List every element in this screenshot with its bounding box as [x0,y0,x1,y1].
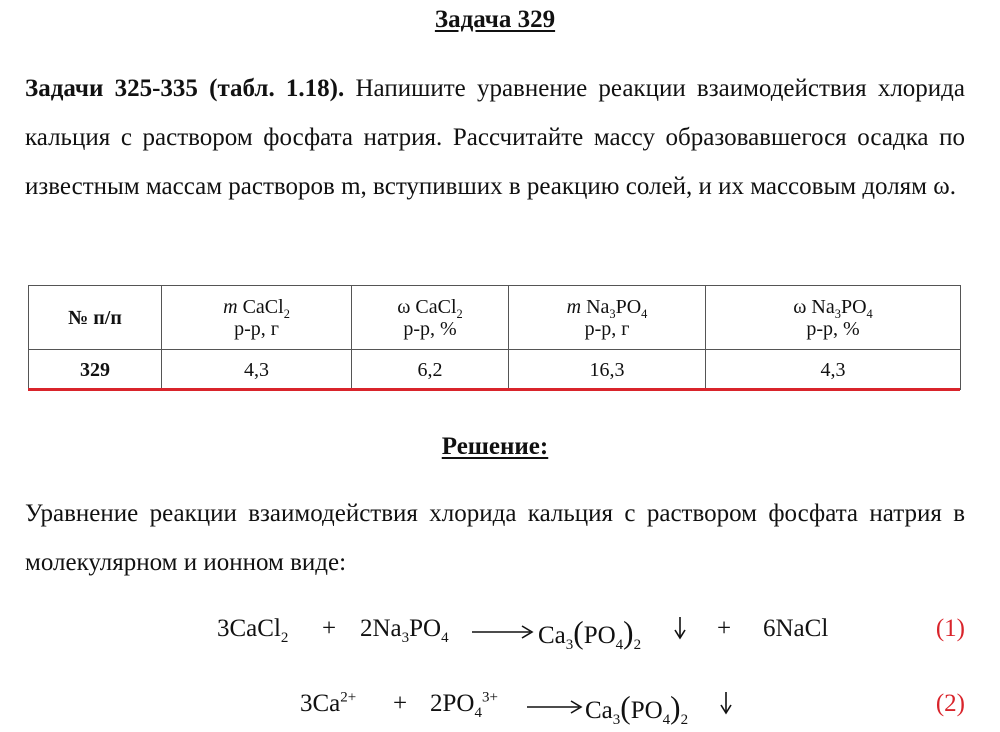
cell-m-cacl2: 4,3 [162,350,352,390]
data-table [28,285,961,390]
cell-w-cacl2: 6,2 [352,350,509,390]
precipitate-arrow-icon [718,690,734,716]
equation-1 [0,607,1000,657]
eq1-plus-2: + [717,615,732,642]
solution-title: Решение: [441,433,549,460]
solution-text: Уравнение реакции взаимодействия хлорида кальция с раствором фосфата натрия в молекулярном и ионном виде: [25,500,965,576]
equation-2-number: (2) [935,690,965,717]
table-row [29,350,961,390]
table-header-row [29,286,961,350]
cell-row-number: 329 [29,350,162,390]
precipitate-arrow-icon [672,615,688,641]
reaction-arrow-icon [525,696,585,716]
eq2-product-ca3po42: $Ca_3(PO_4)_2$ [585,690,689,728]
equation-2 [0,682,1000,732]
task-bold-prefix: Задачи 325-335 (табл. 1.18). [25,75,345,102]
eq1-reactant-na3po4: $2Na_3PO_4$ [360,615,449,646]
eq1-product-nacl: 6NaCl [763,615,829,642]
eq1-reactant-cacl2: 3CaCl$_2$ [217,615,289,646]
header-m-cacl2: m CaCl$_2$ р-р, г [162,286,352,350]
header-w-na3po4: ω $Na_3PO_4$ р-р, % [706,286,961,350]
header-m-na3po4: m $Na_3PO_4$ р-р, г [509,286,706,350]
reaction-arrow-icon [470,621,536,641]
cell-m-na3po4: 16,3 [509,350,706,390]
task-statement [25,64,965,211]
table-bottom-rule [28,388,960,391]
header-w-cacl2: ω CaCl$_2$ р-р, % [352,286,509,350]
eq2-plus-1: + [393,690,408,717]
cell-w-na3po4: 4,3 [706,350,961,390]
eq1-plus-1: + [322,615,337,642]
equation-1-number: (1) [935,615,965,642]
header-row-number: № п/п [29,286,162,350]
eq2-reactant-ca-ion: $3Ca^{2+}$ [300,689,357,717]
eq1-product-ca3po42: $Ca_3(PO_4)_2$ [538,615,642,653]
task-text: Напишите уравнение реакции взаимодействия хлорида кальция с раствором фосфата натрия. Рассчитайте массу образовавшегося осадка по известным массам растворов m, вступивших в реакцию солей, и их массовым долям ω. [25,75,965,200]
eq2-reactant-po4-ion: $2PO_4^{3+}$ [430,689,498,721]
page-title: Задача 329 [434,6,556,33]
